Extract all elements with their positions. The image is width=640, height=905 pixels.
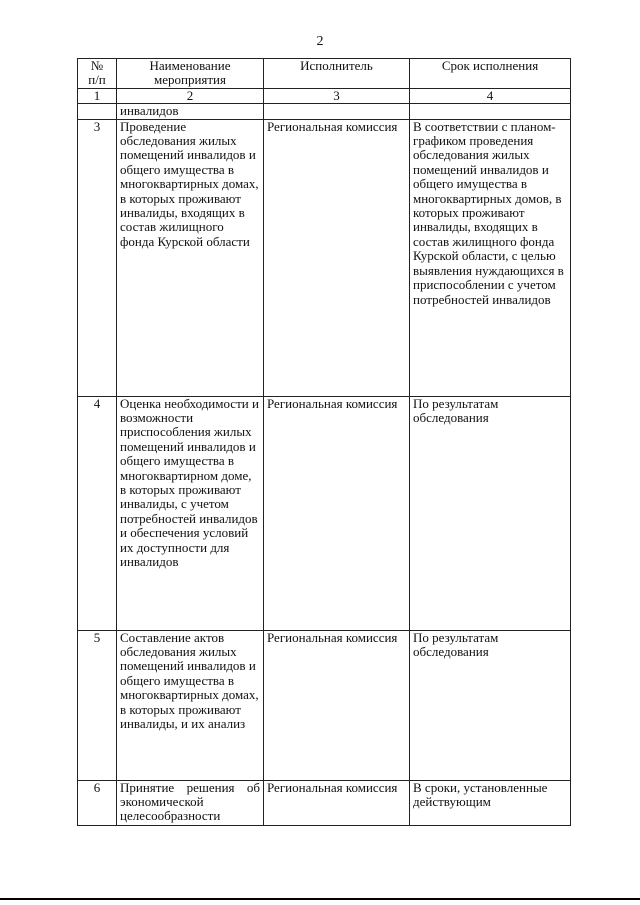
- row-number: 6: [78, 780, 117, 825]
- executor-cell: Региональная комиссия: [264, 780, 410, 825]
- table-row: [78, 630, 571, 780]
- scan-edge-line: [0, 898, 640, 900]
- executor-cell: Региональная комиссия: [264, 396, 410, 630]
- continuation-cell: [410, 104, 571, 119]
- continuation-row: [78, 104, 571, 119]
- continuation-cell: [264, 104, 410, 119]
- column-index-row: [78, 88, 571, 103]
- table-row: [78, 119, 571, 396]
- activity-cell: Оценка необходимости и возможности приспособления жилых помещений инвалидов и общего имущества в многоквартирном доме, в которых проживают инвалиды, с учетом потребностей инвалидов и обеспечения условий их доступности для инвалидов: [117, 396, 264, 630]
- executor-cell: Региональная комиссия: [264, 119, 410, 396]
- row-number: 5: [78, 630, 117, 780]
- deadline-cell: По результатам обследования: [410, 630, 571, 780]
- header-number: № п/п: [78, 59, 117, 89]
- deadline-cell: По результатам обследования: [410, 396, 571, 630]
- header-executor: Исполнитель: [264, 59, 410, 89]
- page-number: 2: [316, 34, 324, 49]
- row-number: 3: [78, 119, 117, 396]
- executor-cell: Региональная комиссия: [264, 630, 410, 780]
- row-number: 4: [78, 396, 117, 630]
- deadline-cell: В соответствии с планом-графиком проведения обследования жилых помещений инвалидов и общего имущества в многоквартирных домов, в которых проживают инвалиды, входящих в состав жилищного фонда Курской области, с целью выявления нуждающихся в приспособлении с учетом потребностей инвалидов: [410, 119, 571, 396]
- deadline-cell: В сроки, установленные действующим: [410, 780, 571, 825]
- column-index: 4: [410, 88, 571, 103]
- activities-table: [77, 58, 571, 826]
- table-row: [78, 396, 571, 630]
- table-row: [78, 780, 571, 825]
- header-activity: Наименование мероприятия: [117, 59, 264, 89]
- header-deadline: Срок исполнения: [410, 59, 571, 89]
- column-index: 3: [264, 88, 410, 103]
- continuation-cell: инвалидов: [117, 104, 264, 119]
- column-index: 1: [78, 88, 117, 103]
- activity-cell: Проведение обследования жилых помещений инвалидов и общего имущества в многоквартирных домах, в которых проживают инвалиды, входящих в состав жилищного фонда Курской области: [117, 119, 264, 396]
- column-index: 2: [117, 88, 264, 103]
- continuation-cell: [78, 104, 117, 119]
- activity-cell: Составление актов обследования жилых помещений инвалидов и общего имущества в многоквартирных домах, в которых проживают инвалиды, и их анализ: [117, 630, 264, 780]
- table-header-row: [78, 59, 571, 89]
- activity-cell: Принятие решения об экономической целесообразности: [117, 780, 264, 825]
